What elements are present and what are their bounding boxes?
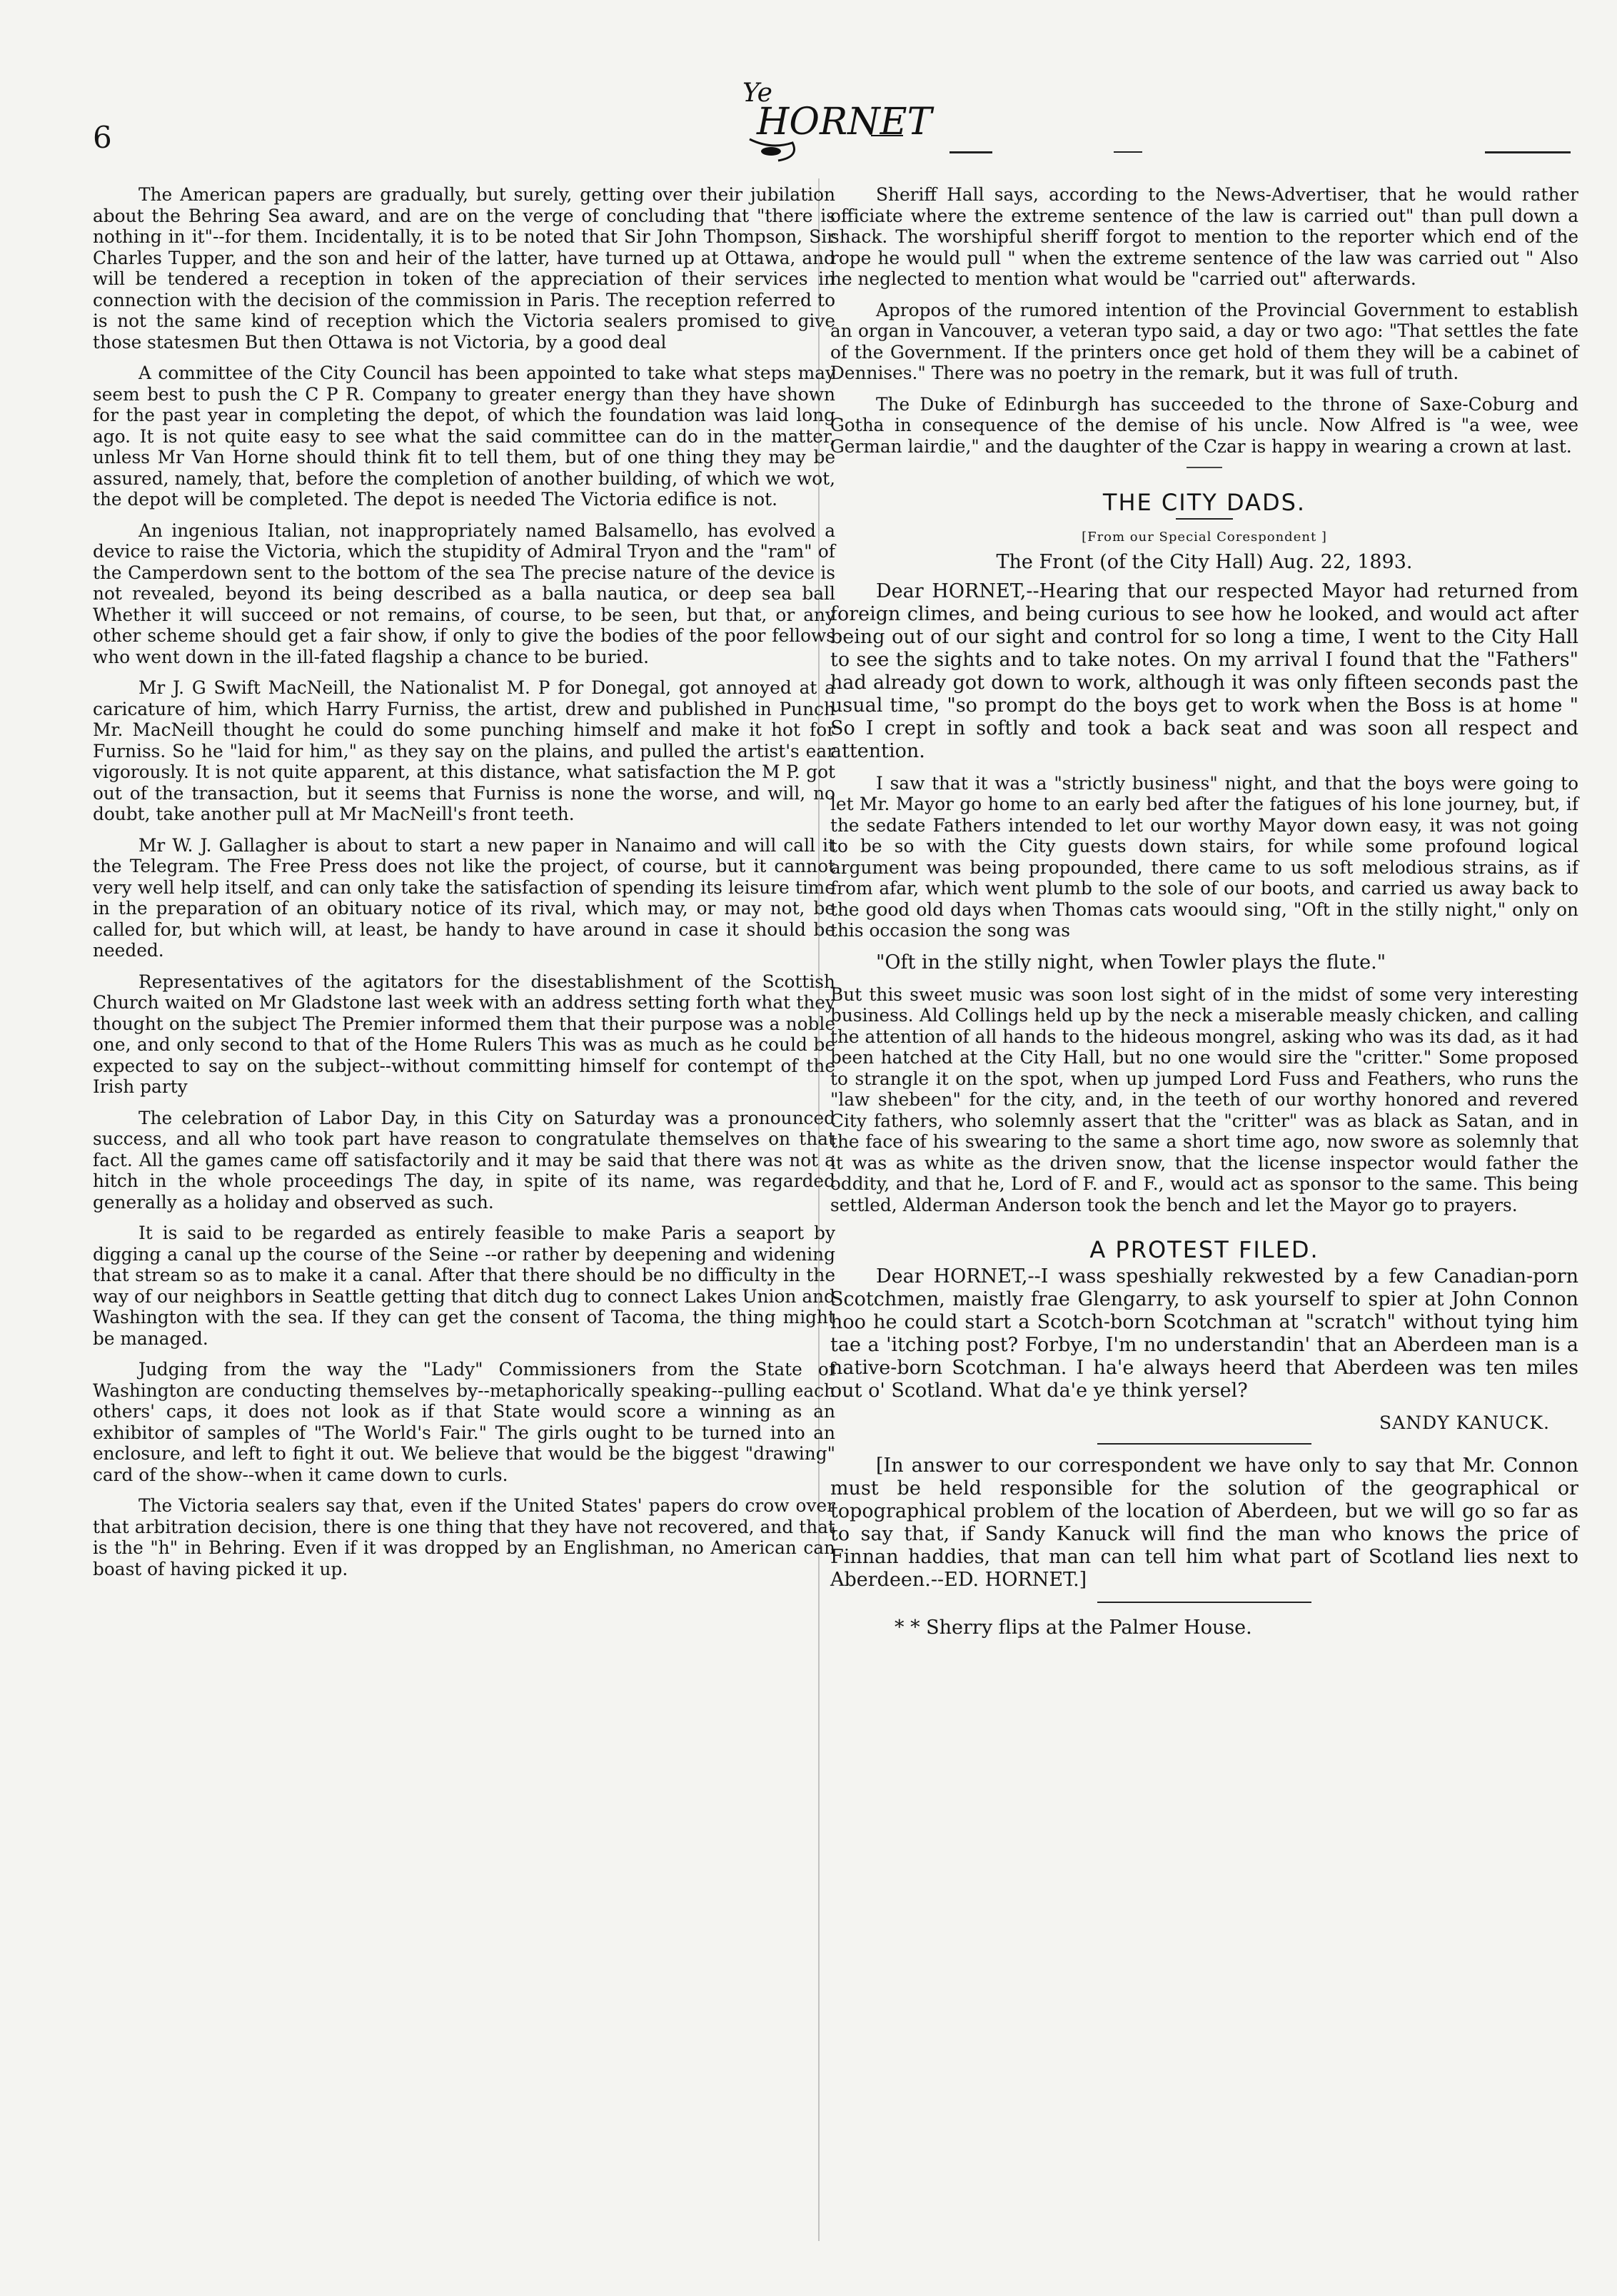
protest-heading: A PROTEST FILED.	[1089, 1236, 1319, 1263]
paragraph: "Oft in the stilly night, when Towler plays the flute."	[876, 951, 1386, 973]
city-dads-subhead: [From our Special Corespondent ]	[1082, 529, 1327, 545]
paragraph: Mr J. G Swift MacNeill, the Nationalist M. P for Donegal, got annoyed at a caricature of him, which Harry Furniss, the artist, drew and published in Punch Mr. MacNeill thought he could do some punching himself and make it hot for Furniss. So he "laid for him," as they say on the plains, and pulled the artist's ear vigorously. It is not quite apparent, at this distance, what satisfaction the M P. got out of the transaction, but it seems that Furniss is none the worse, and will, no doubt, take another pull at Mr MacNeill's front teeth.	[93, 677, 835, 824]
section-separator	[1187, 467, 1222, 468]
paragraph: Apropos of the rumored intention of the Provincial Government to establish an organ in Vancouver, a veteran typo said, a day or two ago: "That settles the fate of the Government. If the printers once get hold of them they will be a cabinet of Dennises." There was no poetry in the remark, but it was full of truth.	[830, 299, 1578, 383]
svg-text:HORNET: HORNET	[757, 101, 932, 143]
paragraph: Judging from the way the "Lady" Commissioners from the State of Washington are conducting themselves by--metaphorically speaking--pulling each others' caps, it does not look as if that State would score a winning as an exhibitor of samples of "The World's Fair." The girls ought to be turned into an enclosure, and left to fight it out. We believe that would be the biggest "drawing" card of the show--when it came down to curls.	[93, 1359, 835, 1485]
paragraph: The celebration of Labor Day, in this City on Saturday was a pronounced success, and all who took part have reason to congratulate themselves on that fact. All the games came off satisfactorily and it may be said that there was not a hitch in the whole proceedings The day, in spite of its name, was regarded generally as a holiday and observed as such.	[93, 1107, 835, 1213]
city-dads-dateline: The Front (of the City Hall) Aug. 22, 1893.	[996, 551, 1413, 573]
paragraph: An ingenious Italian, not inappropriately named Balsamello, has evolved a device to raise the Victoria, which the stupidity of Admiral Tryon and the "ram" of the Camperdown sent to the bottom of the sea The precise nature of the device is not revealed, beyond its being described as a balla nautica, or deep sea ball Whether it will succeed or not remains, of course, to be seen, but that, or any other scheme should get a fair show, if only to give the bodies of the poor fellows who went down in the ill-fated flagship a chance to be buried.	[93, 520, 835, 667]
protest-letter: Dear HORNET,--I wass speshially rekwested by a few Canadian-porn Scotchmen, maistly frae Glengarry, to ask yourself to spier at John Connon hoo he could start a Scotch-born Scotchman at "scratch" without tying him tae a 'itching post? Forbye, I'm no understandin' that an Aberdeen man is a native-born Scotchman. I ha'e always heerd that Aberdeen was ten miles out o' Scotland. What da'e ye think yersel?	[830, 1265, 1578, 1402]
top-rule-right-3	[1485, 151, 1571, 153]
hornet-logo-icon	[728, 71, 932, 164]
paragraph: Dear HORNET,--Hearing that our respected Mayor had returned from foreign climes, and being curious to see how he looked, and would act after being out of our sight and control for so long a time, I went to the City Hall to see the sights and to take notes. On my arrival I found that the "Fathers" had already got down to work, although it was only fifteen seconds past the usual time, "so prompt do the boys get to work when the Boss is at home " So I crept in softly and took a back seat and was soon all respect and attention.	[830, 580, 1578, 762]
protest-signature: SANDY KANUCK.	[1379, 1412, 1550, 1433]
paragraph: A committee of the City Council has been appointed to take what steps may seem best to push the C P R. Company to greater energy than they have shown for the past year in completing the depot, of which the foundation was laid long ago. It is not quite easy to see what the said committee can do in the matter, unless Mr Van Horne should think fit to tell them, but of one thing they may be assured, namely, that, before the completion of another building, of which we wot, the depot will be completed. The depot is needed The Victoria edifice is not.	[93, 363, 835, 510]
paragraph: The American papers are gradually, but surely, getting over their jubilation about the Behring Sea award, and are on the verge of concluding that "there is nothing in it"--for them. Incidentally, it is to be noted that Sir John Thompson, Sir Charles Tupper, and the son and heir of the latter, have turned up at Ottawa, and will be tendered a reception in token of the appreciation of their services in connection with the decision of the commission in Paris. The reception referred to is not the same kind of reception which the Victoria sealers promised to give those statesmen But then Ottawa is not Victoria, by a good deal	[93, 184, 835, 353]
paragraph: I saw that it was a "strictly business" night, and that the boys were going to let Mr. Mayor go home to an early bed after the fatigues of his lone journey, but, if the sedate Fathers intended to let our worthy Mayor down easy, it was not going to be so with the City guests down stairs, for while some profound logical argument was being propounded, there came to us soft melodious strains, as if from afar, which went plumb to the sole of our boots, and carried us away back to the good old days when Thomas cats woould sing, "Oft in the stilly night," only on this occasion the song was	[830, 772, 1578, 941]
page-number: 6	[93, 120, 112, 155]
paragraph: Mr W. J. Gallagher is about to start a new paper in Nanaimo and will call it the Telegram. The Free Press does not like the project, of course, but it cannot very well help itself, and can only take the satisfaction of spending its leisure time in the preparation of an obituary notice of its rival, which may, or may not, be called for, but which will, at least, be handy to have around in case it should be needed.	[93, 834, 835, 961]
city-dads-heading: THE CITY DADS.	[1102, 489, 1306, 516]
left-column	[93, 184, 835, 1589]
top-rule-right-2	[1114, 151, 1142, 153]
right-column	[830, 184, 1578, 1639]
paragraph: The Victoria sealers say that, even if the United States' papers do crow over that arbitration decision, there is one thing that they have not recovered, and that is the "h" in Behring. Even if it was dropped by an Englishman, no American can boast of having picked it up.	[93, 1495, 835, 1579]
paragraph: The Duke of Edinburgh has succeeded to the throne of Saxe-Coburg and Gotha in consequence of the demise of his uncle. Now Alfred is "a wee, wee German lairdie," and the daughter of the Czar is happy in wearing a crown at last.	[830, 393, 1578, 457]
top-rule-right	[949, 151, 992, 153]
paragraph: Representatives of the agitators for the disestablishment of the Scottish Church waited on Mr Gladstone last week with an address setting forth what they thought on the subject The Premier informed them that their purpose was a noble one, and only second to that of the Home Rulers This was as much as he could be expected to say on the subject--without committing himself for contempt of the Irish party	[93, 971, 835, 1097]
paragraph: It is said to be regarded as entirely feasible to make Paris a seaport by digging a canal up the course of the Seine --or rather by deepening and widening that stream so as to make it a canal. After that there should be no difficulty in the way of our neighbors in Seattle getting that ditch dug to connect Lakes Union and Washington with the sea. If they can get the consent of Tacoma, the thing might be managed.	[93, 1223, 835, 1349]
paragraph: But this sweet music was soon lost sight of in the midst of some very interesting business. Ald Collings held up by the neck a miserable measly chicken, and calling the attention of all hands to the hideous mongrel, asking who was its dad, as it had been hatched at the City Hall, but no one would sire the "critter." Some proposed to strangle it on the spot, when up jumped Lord Fuss and Feathers, who runs the "law shebeen" for the city, and, in the teeth of our worthy honored and revered City fathers, who solemnly assert that the "critter" was as black as Satan, and in the face of his swearing to the same a short time ago, now swore as solemnly that it was as white as the driven snow, that the license inspector would father the oddity, and that he, Lord of F. and F., would act as sponsor to the same. This being settled, Alderman Anderson took the bench and let the Mayor go to prayers.	[830, 983, 1578, 1215]
final-note: * * Sherry flips at the Palmer House.	[895, 1617, 1252, 1639]
section-separator	[1097, 1602, 1311, 1603]
heading-rule	[1176, 518, 1233, 520]
editor-reply: [In answer to our correspondent we have only to say that Mr. Connon must be held responsible for the solution of the geographical or topographical problem of the location of Aberdeen, but we will go so far as to say that, if Sandy Kanuck will find the man who knows the price of Finnan haddies, that man can tell him what part of Scotland lies next to Aberdeen.--ED. HORNET.]	[830, 1455, 1578, 1591]
paragraph: Sheriff Hall says, according to the News-Advertiser, that he would rather officiate where the extreme sentence of the law is carried out" than pull down a shack. The worshipful sheriff forgot to mention to the reporter which end of the rope he would pull " when the extreme sentence of the law was carried out " Also he neglected to mention what would be "carried out" afterwards.	[830, 184, 1578, 289]
svg-text:Ye: Ye	[742, 79, 772, 108]
masthead-logo	[728, 71, 932, 164]
section-separator	[1097, 1443, 1311, 1445]
